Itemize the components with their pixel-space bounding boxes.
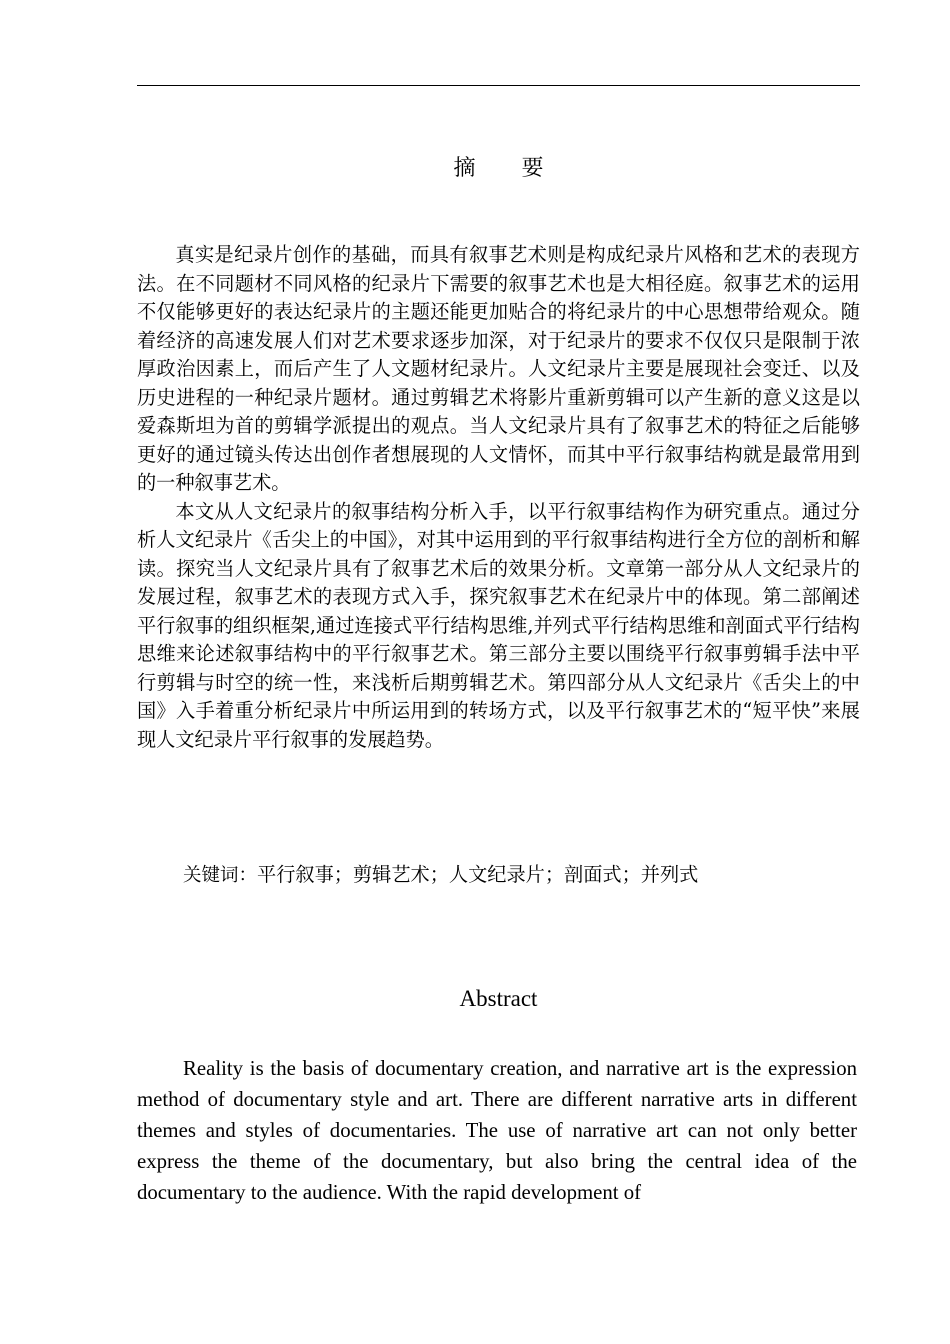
abstract-body-cn (137, 241, 860, 754)
keywords-line (183, 861, 860, 890)
abstract-paragraph-cn-2: 本文从人文纪录片的叙事结构分析入手，以平行叙事结构作为研究重点。通过分析人文纪录片《舌尖上的中国》，对其中运用到的平行叙事结构进行全方位的剖析和解读。探究当人文纪录片具有了叙事艺术后的效果分析。文章第一部分从人文纪录片的发展过程，叙事艺术的表现方式入手，探究叙事艺术在纪录片中的体现。第二部阐述平行叙事的组织框架,通过连接式平行结构思维,并列式平行结构思维和剖面式平行结构思维来论述叙事结构中的平行叙事艺术。第三部分主要以围绕平行叙事剪辑手法中平行剪辑与时空的统一性，来浅析后期剪辑艺术。第四部分从人文纪录片《舌尖上的中国》入手着重分析纪录片中所运用到的转场方式，以及平行叙事艺术的“短平快”来展现人文纪录片平行叙事的发展趋势。 (137, 499, 860, 751)
abstract-paragraph-cn-1: 真实是纪录片创作的基础，而具有叙事艺术则是构成纪录片风格和艺术的表现方法。在不同题材不同风格的纪录片下需要的叙事艺术也是大相径庭。叙事艺术的运用不仅能够更好的表达纪录片的主题还能更加贴合的将纪录片的中心思想带给观众。随着经济的高速发展人们对艺术要求逐步加深，对于纪录片的要求不仅仅只是限制于浓厚政治因素上，而后产生了人文题材纪录片。人文纪录片主要是展现社会变迁、以及历史进程的一种纪录片题材。通过剪辑艺术将影片重新剪辑可以产生新的意义这是以爱森斯坦为首的剪辑学派提出的观点。当人文纪录片具有了叙事艺术的特征之后能够更好的通过镜头传达出创作者想展现的人文情怀，而其中平行叙事结构就是最常用到的一种叙事艺术。 (137, 243, 860, 494)
abstract-paragraph-en: Reality is the basis of documentary creation, and narrative art is the expression method of documentary style and art. There are different narrative arts in different themes and styles of documentaries. The use of narrative art can not only better express the theme of the documentary, but also bring the central idea of the documentary to the audience. With the rapid development of (137, 1057, 857, 1204)
abstract-body-en (137, 1053, 857, 1209)
abstract-title-cn: 摘要 (453, 156, 590, 181)
keywords-list: 平行叙事；剪辑艺术；人文纪录片；剖面式；并列式 (257, 863, 699, 886)
header-rule (137, 85, 860, 86)
keywords-label: 关键词： (183, 865, 258, 886)
abstract-title-en: Abstract (459, 986, 538, 1011)
